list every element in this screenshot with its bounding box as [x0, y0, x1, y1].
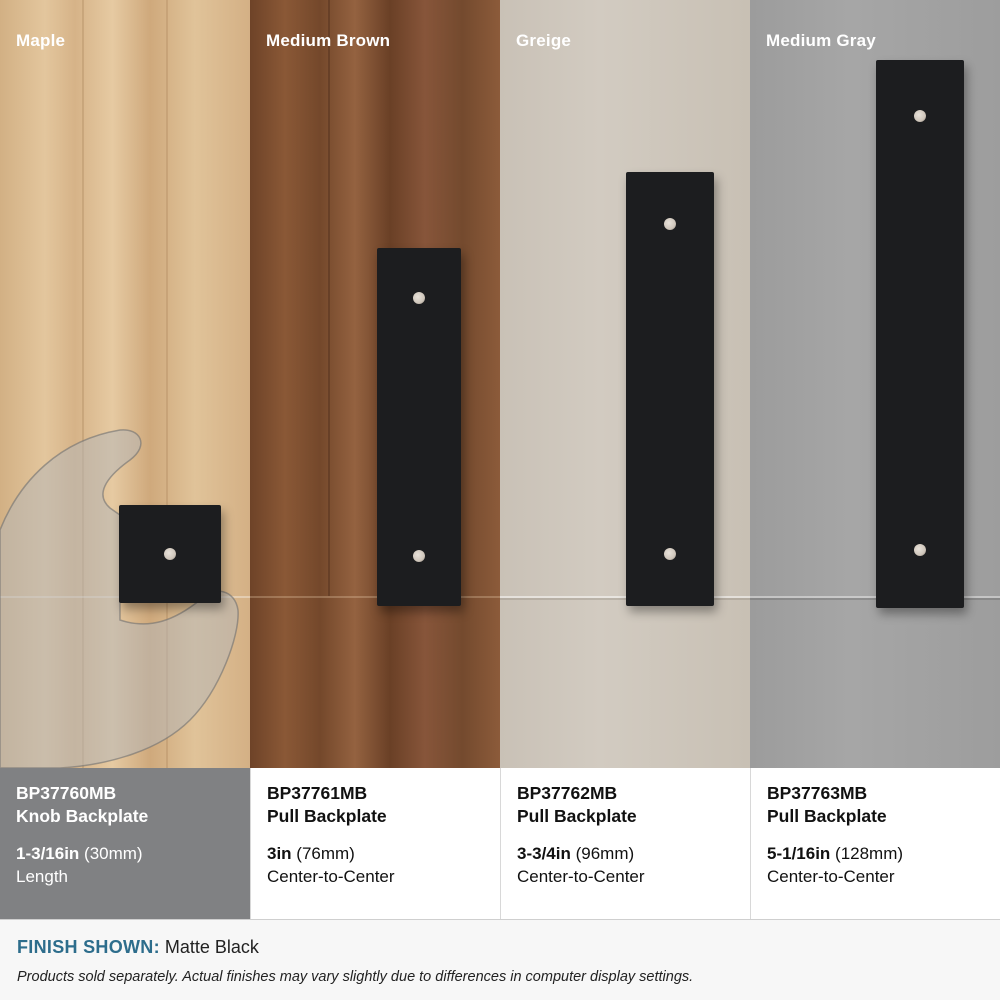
product-type: Pull Backplate: [767, 806, 887, 826]
product-measurement: 3in (76mm): [267, 844, 355, 863]
measurement-description: Center-to-Center: [517, 867, 645, 886]
product-measurement: 3-3/4in (96mm): [517, 844, 635, 863]
screw-hole: [914, 544, 926, 556]
product-type: Knob Backplate: [16, 806, 149, 826]
pull-backplate-image: [377, 248, 461, 606]
product-captions: [0, 768, 1000, 920]
measurement-description: Center-to-Center: [767, 867, 895, 886]
finish-name: Maple: [16, 31, 66, 50]
product-sku: BP37763MB: [767, 783, 868, 803]
finish-value: Matte Black: [159, 937, 259, 957]
finish-name: Medium Brown: [266, 31, 391, 50]
screw-hole: [413, 292, 425, 304]
caption-bp37763mb: [750, 768, 1000, 920]
knob-backplate-image: [119, 505, 221, 603]
finish-name: Medium Gray: [766, 31, 876, 50]
panel-greige: [500, 0, 750, 768]
finish-shown: [17, 937, 259, 958]
finish-label: FINISH SHOWN:: [17, 937, 160, 957]
product-sku: BP37760MB: [16, 783, 117, 803]
caption-bp37762mb: [500, 768, 750, 920]
screw-hole: [914, 110, 926, 122]
product-type: Pull Backplate: [517, 806, 637, 826]
caption-bp37760mb: [0, 768, 250, 920]
panel-maple: [0, 0, 250, 768]
product-measurement: 1-3/16in (30mm): [16, 844, 143, 863]
caption-bp37761mb: [250, 768, 500, 920]
panel-medium-brown: [250, 0, 500, 768]
screw-hole: [664, 218, 676, 230]
footer: [0, 920, 1000, 1000]
screw-hole: [664, 548, 676, 560]
screw-hole: [164, 548, 176, 560]
panel-medium-gray: [750, 0, 1000, 768]
screw-hole: [413, 550, 425, 562]
product-sku: BP37761MB: [267, 783, 368, 803]
pull-backplate-image: [626, 172, 714, 606]
product-type: Pull Backplate: [267, 806, 387, 826]
product-sku: BP37762MB: [517, 783, 618, 803]
finish-name: Greige: [516, 31, 572, 50]
pull-backplate-image: [876, 60, 964, 608]
product-measurement: 5-1/16in (128mm): [767, 844, 904, 863]
measurement-description: Center-to-Center: [267, 867, 395, 886]
disclaimer-text: Products sold separately. Actual finishes may vary slightly due to differences in computer display settings.: [17, 969, 694, 985]
measurement-description: Length: [16, 867, 68, 886]
